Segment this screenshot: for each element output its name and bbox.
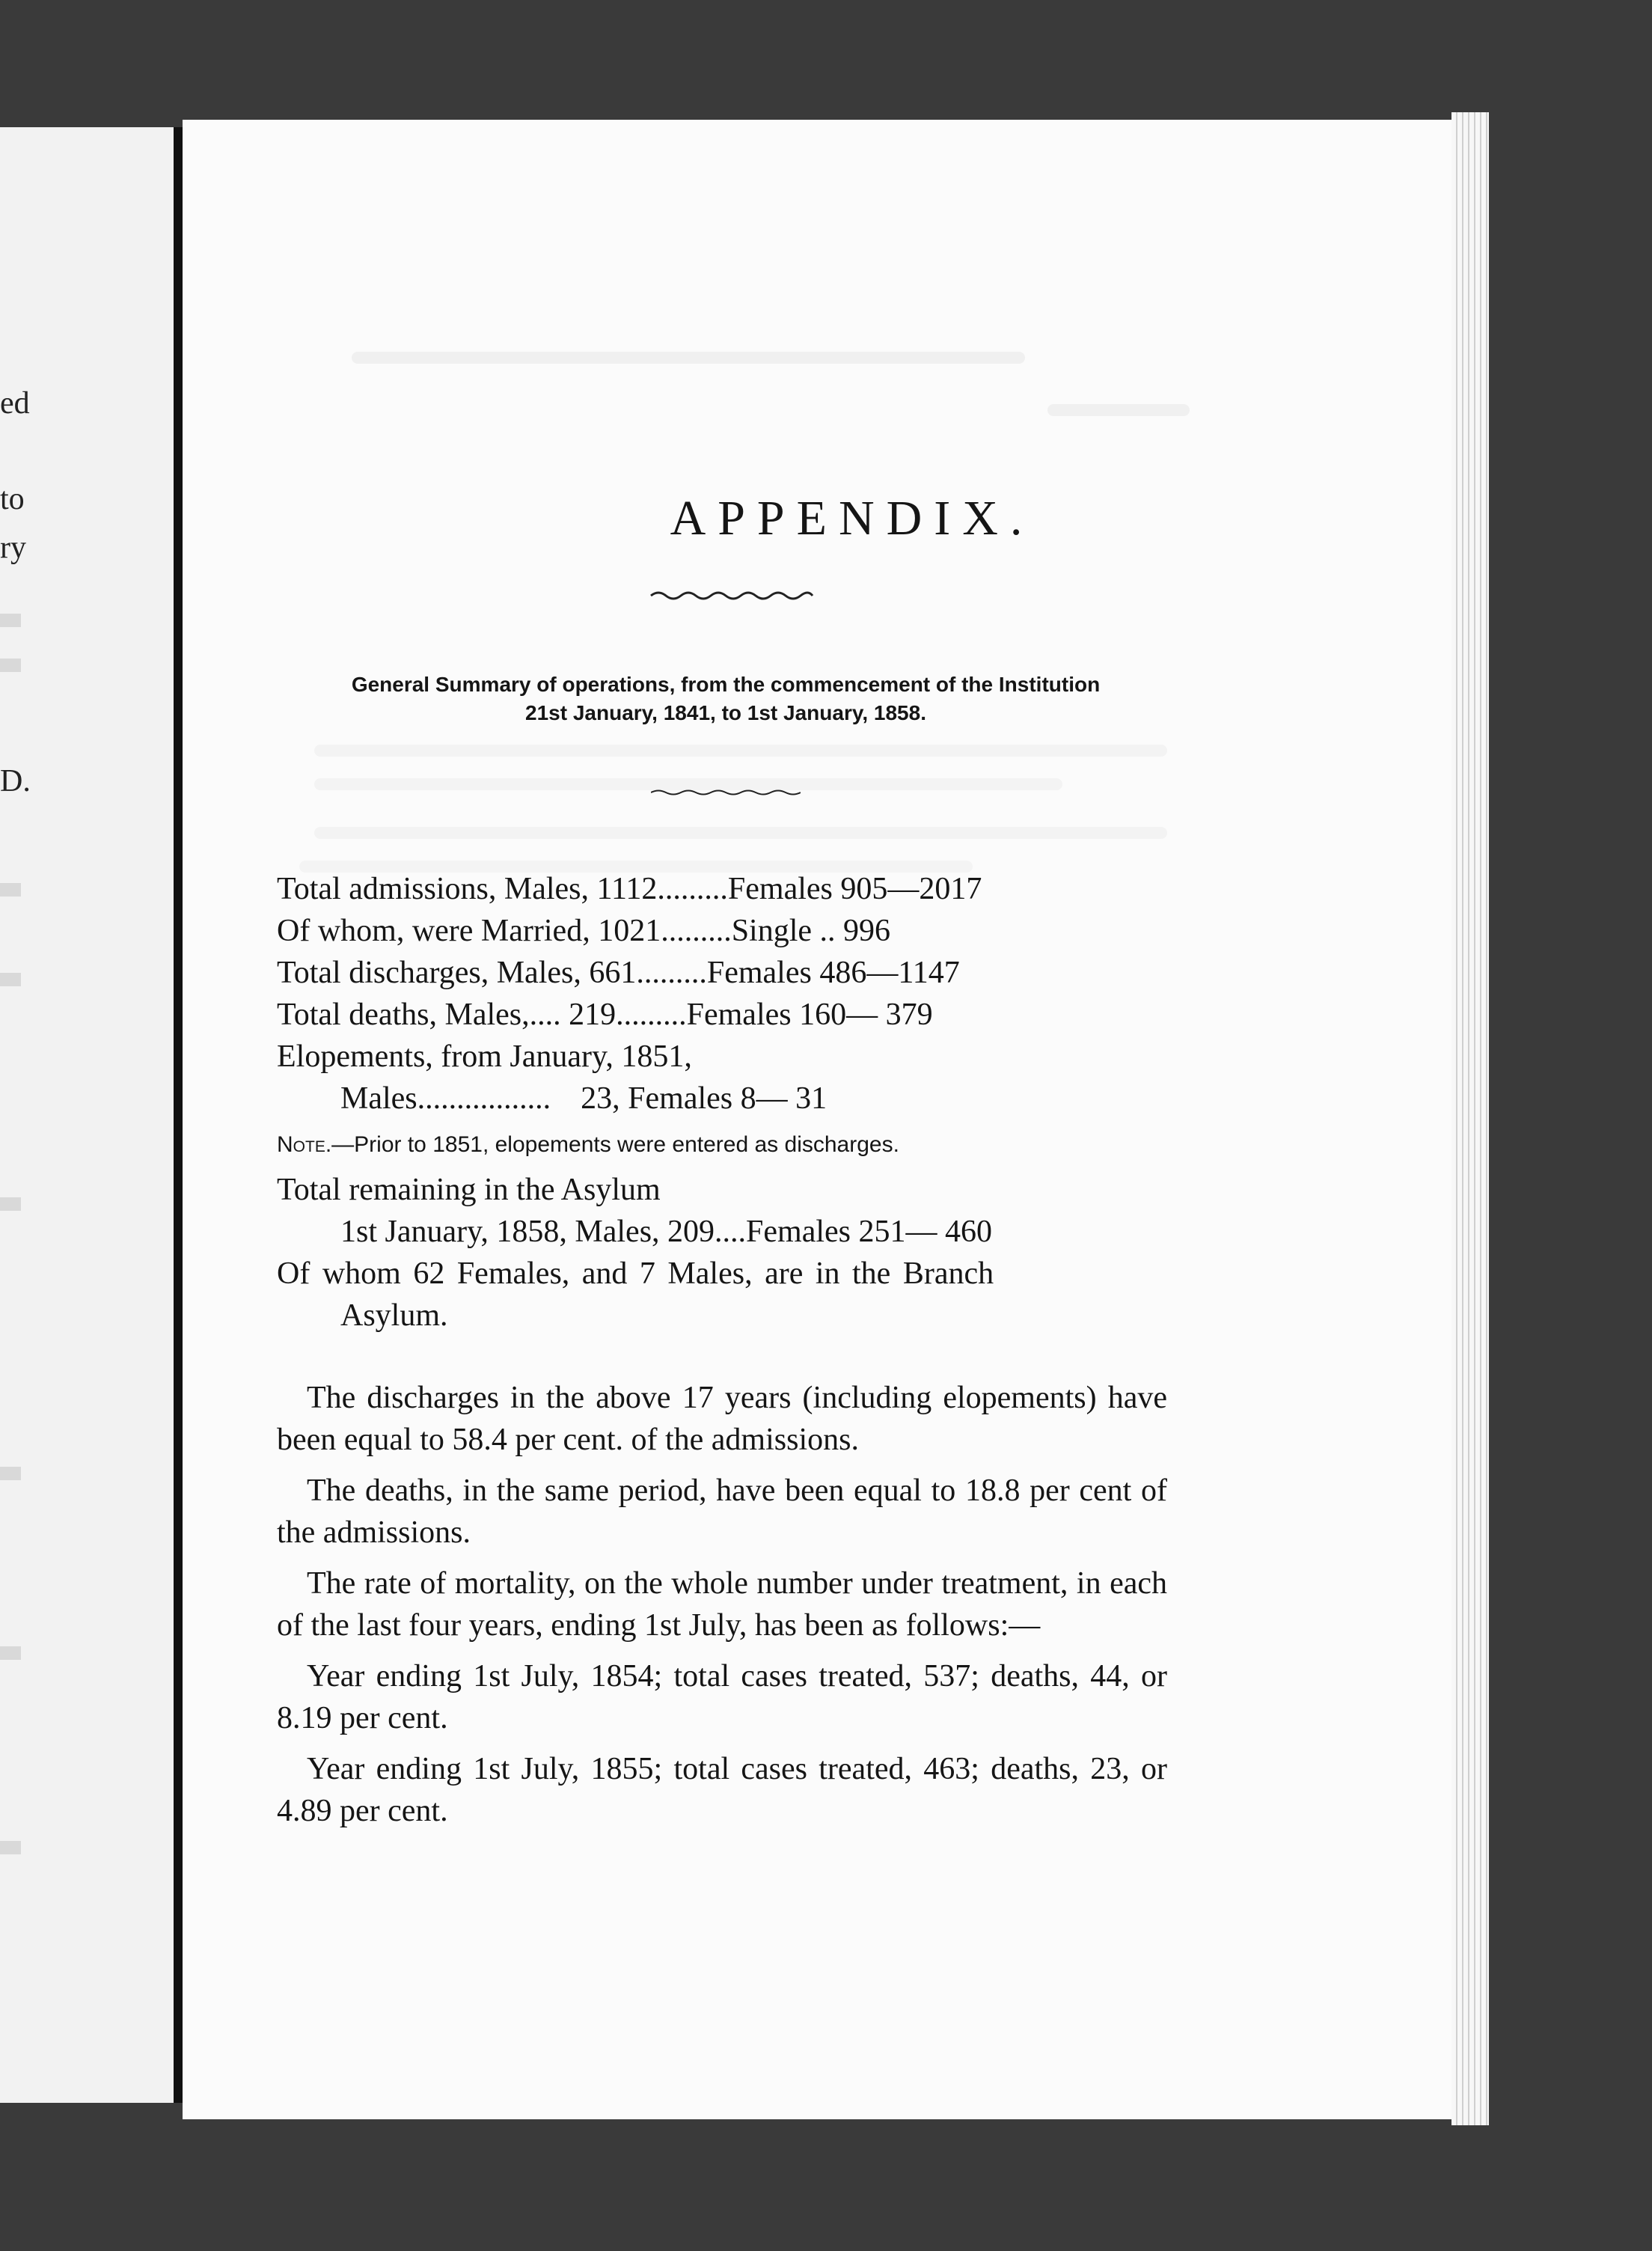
summary-heading — [284, 671, 1167, 727]
left-fragment-4: D. — [0, 764, 31, 798]
left-faint-mark — [0, 614, 21, 627]
branch-line-2: Asylum. — [340, 1298, 448, 1333]
leader-dots: ......... — [616, 998, 687, 1032]
paragraph-discharges: The discharges in the above 17 years (including elopements) have been equal to 58.4 per cent. of the admissions. — [277, 1381, 1167, 1457]
summary-table — [277, 868, 1167, 1337]
footnote — [277, 1124, 1167, 1166]
body-paragraphs — [277, 1377, 1167, 1832]
row-discharges — [277, 952, 1167, 994]
leader-dots: ......... — [636, 956, 707, 990]
show-through-text — [314, 827, 1167, 839]
short-rule-ornament — [651, 787, 801, 798]
row-deaths — [277, 994, 1167, 1036]
remaining-line-1: Total remaining in the Asylum — [277, 1173, 661, 1207]
row-elopements — [277, 1078, 1167, 1120]
left-faint-mark — [0, 1197, 21, 1211]
leader-dots: ......... — [657, 872, 728, 906]
paragraph-mortality: The rate of mortality, on the whole number under treatment, in each of the last four years, ending 1st July, has been as follows:— — [277, 1566, 1167, 1643]
page-title: APPENDIX. — [670, 491, 1035, 546]
discharges-females: Females 486—1147 — [706, 956, 960, 990]
elopements-values: 23, Females 8— 31 — [581, 1081, 827, 1116]
left-page — [0, 127, 180, 2103]
branch-line-1: Of whom 62 Females, and 7 Males, are in the Branch — [277, 1256, 994, 1291]
paragraph-year-1854: Year ending 1st July, 1854; total cases treated, 537; deaths, 44, or 8.19 per cent. — [277, 1659, 1167, 1735]
paragraph-year-1855: Year ending 1st July, 1855; total cases treated, 463; deaths, 23, or 4.89 per cent. — [277, 1752, 1167, 1828]
wavy-rule-ornament — [649, 588, 814, 603]
admissions-females: Females 905—2017 — [727, 872, 982, 906]
footnote-lead: Note. — [277, 1132, 332, 1157]
deaths-label: Total deaths, Males,.... 219 — [277, 998, 617, 1032]
married-single: Single .. 996 — [731, 914, 891, 948]
deaths-females: Females 160— 379 — [686, 998, 933, 1032]
summary-heading-line-1: General Summary of operations, from the commencement of the Institution — [351, 673, 1101, 696]
left-fragment-3: ry — [0, 531, 26, 565]
page-edges — [1451, 112, 1489, 2125]
footnote-text: —Prior to 1851, elopements were entered as discharges. — [331, 1132, 899, 1157]
row-married — [277, 910, 1167, 952]
elopements-males-label: Males — [340, 1081, 417, 1116]
left-fragment-1: ed — [0, 386, 30, 421]
left-fragment-2: to — [0, 482, 25, 516]
elopements-line-1: Elopements, from January, 1851, — [277, 1039, 692, 1074]
show-through-text — [314, 745, 1167, 757]
show-through-text — [352, 352, 1025, 364]
left-faint-mark — [0, 1467, 21, 1480]
left-faint-mark — [0, 1646, 21, 1660]
paragraph-deaths: The deaths, in the same period, have been equal to 18.8 per cent of the admissions. — [277, 1473, 1167, 1550]
remaining-line-2: 1st January, 1858, Males, 209....Females 251— 460 — [340, 1215, 993, 1249]
leader-dots: ................. — [417, 1081, 551, 1116]
discharges-label: Total discharges, Males, 661 — [277, 956, 637, 990]
leader-dots: ......... — [661, 914, 732, 948]
summary-heading-line-2: 21st January, 1841, to 1st January, 1858. — [525, 701, 926, 724]
married-label: Of whom, were Married, 1021 — [277, 914, 661, 948]
admissions-label: Total admissions, Males, 1112 — [277, 872, 658, 906]
show-through-text — [1047, 404, 1190, 416]
left-faint-mark — [0, 973, 21, 986]
left-faint-mark — [0, 883, 21, 897]
left-faint-mark — [0, 1841, 21, 1854]
left-faint-mark — [0, 659, 21, 672]
row-admissions — [277, 868, 1167, 910]
book-gutter — [174, 127, 183, 2103]
